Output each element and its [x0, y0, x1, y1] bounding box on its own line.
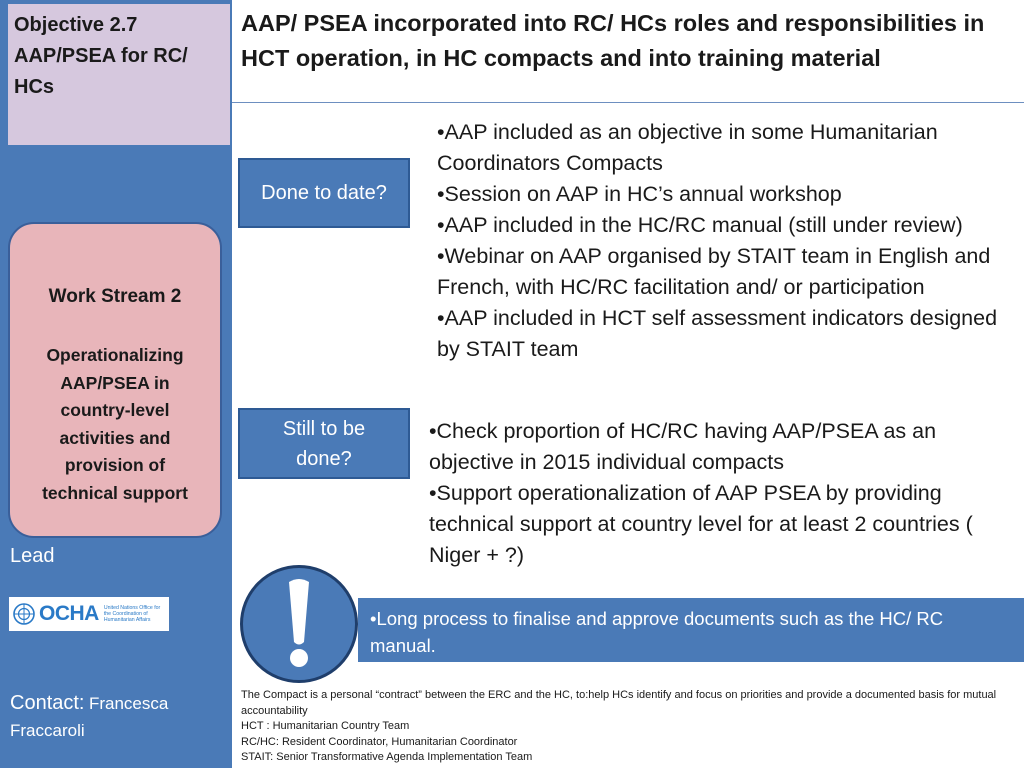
workstream-desc-line: Operationalizing [46, 345, 184, 365]
un-emblem-icon [12, 602, 36, 626]
workstream-desc-line: provision of [64, 455, 166, 475]
ocha-logo [9, 597, 169, 631]
done-to-date-list [437, 117, 1022, 365]
list-item: • Session on AAP in HC’s annual workshop [437, 179, 1022, 210]
still-label-line: done? [296, 447, 352, 470]
alert-text: • Long process to finalise and approve documents such as the HC/ RC manual. [370, 605, 1012, 659]
still-to-be-done-label [238, 408, 410, 479]
objective-line: Objective 2.7 [14, 14, 138, 36]
footnote: STAIT: Senior Transformative Agenda Implementation Team [241, 751, 533, 763]
workstream-desc-line: activities and [59, 427, 171, 448]
list-item: • AAP included in HCT self assessment indicators designed by STAIT team [437, 303, 1022, 365]
footnote: HCT : Humanitarian Country Team [241, 720, 410, 732]
done-to-date-label: Done to date? [238, 158, 410, 228]
alert-badge [240, 565, 358, 683]
workstream-desc-line: country-level [60, 400, 170, 420]
contact-name-last: Fraccaroli [10, 721, 85, 740]
title-line: AAP/ PSEA incorporated into RC/ HCs roles and responsibilities in [241, 10, 985, 36]
page-title [241, 6, 1021, 76]
list-item: • AAP included in the HC/RC manual (still under review) [437, 210, 1022, 241]
list-item: • Webinar on AAP organised by STAIT team in English and French, with HC/RC facilitation and/ or participation [437, 241, 1022, 303]
sidebar [0, 0, 232, 768]
workstream-title: Work Stream 2 [48, 286, 182, 307]
list-item: • AAP included as an objective in some Humanitarian Coordinators Compacts [437, 117, 1022, 179]
still-label-line: Still to be [282, 417, 366, 440]
contact-label: Contact: [10, 692, 85, 714]
workstream-description [24, 342, 206, 507]
workstream-desc-line: AAP/PSEA in [60, 372, 170, 393]
objective-line: HCs [14, 76, 55, 98]
footnote: RC/HC: Resident Coordinator, Humanitarian Coordinator [241, 735, 518, 748]
list-item: • Support operationalization of AAP PSEA by providing technical support at country level for at least 2 countries ( Niger + ?) [429, 478, 989, 571]
lead-label: Lead [10, 545, 55, 567]
objective-line: AAP/PSEA for RC/ [14, 45, 188, 67]
workstream-box [8, 222, 222, 538]
exclamation-icon [243, 568, 355, 680]
workstream-desc-line: technical support [42, 482, 188, 503]
title-divider [232, 102, 1024, 103]
alert-message [358, 598, 1024, 662]
contact [10, 690, 168, 744]
still-to-be-done-list [429, 416, 989, 571]
contact-name-first: Francesca [88, 694, 169, 713]
title-line: HCT operation, in HC compacts and into training material [241, 45, 881, 71]
footnote: The Compact is a personal “contract” between the ERC and the HC, to:help HCs identify and focus on priorities and provide a documented basis for mutual accountability [241, 689, 997, 717]
footnotes [241, 688, 1016, 766]
ocha-subtitle: United Nations Office for the Coordination of Humanitarian Affairs [103, 605, 161, 623]
list-item: • Check proportion of HC/RC having AAP/PSEA as an objective in 2015 individual compacts [429, 416, 989, 478]
ocha-wordmark: OCHA [39, 602, 99, 625]
objective-box [8, 4, 230, 145]
